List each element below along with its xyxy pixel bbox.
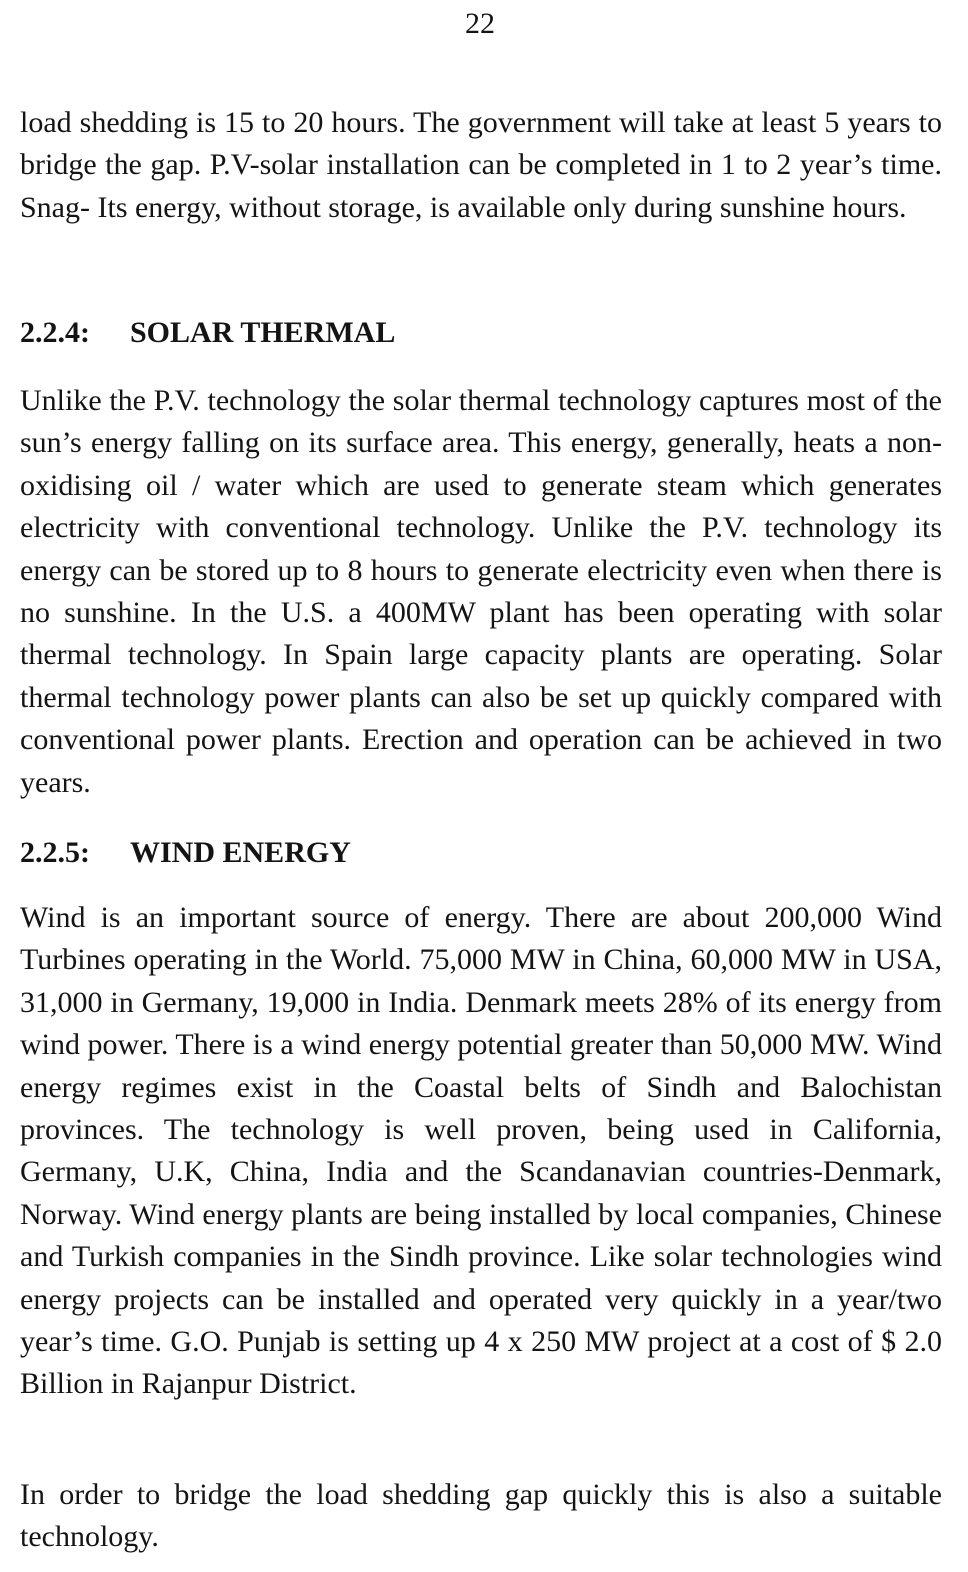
- solar-thermal-paragraph: Unlike the P.V. technology the solar thermal technology captures most of the sun’s energy falling on its surface area. This energy, generally, heats a non-oxidising oil / water which are used to generate steam which generates electricity with conventional technology. Unlike the P.V. technology its energy can be stored up to 8 hours to generate electricity even when there is no sunshine. In the U.S. a 400MW plant has been operating with solar thermal technology. In Spain large capacity plants are operating. Solar thermal technology power plants can also be set up quickly compared with conventional power plants. Erection and operation can be achieved in two years.: [20, 384, 942, 799]
- wind-energy-paragraph: Wind is an important source of energy. There are about 200,000 Wind Turbines operating in the World. 75,000 MW in China, 60,000 MW in USA, 31,000 in Germany, 19,000 in India. Denmark meets 28% of its energy from wind power. There is a wind energy potential greater than 50,000 MW. Wind energy regimes exist in the Coastal belts of Sindh and Balochistan provinces. The technology is well proven, being used in California, Germany, U.K, China, India and the Scandanavian countries-Denmark, Norway. Wind energy plants are being installed by local companies, Chinese and Turkish companies in the Sindh province. Like solar technologies wind energy projects can be installed and operated very quickly in a year/two year’s time. G.O. Punjab is setting up 4 x 250 MW project at a cost of $ 2.0 Billion in Rajanpur District.: [20, 901, 942, 1401]
- section-heading-wind-energy: [20, 833, 351, 873]
- section-heading-solar-thermal: [20, 313, 395, 353]
- section-title: SOLAR THERMAL: [130, 316, 396, 349]
- section-title: WIND ENERGY: [130, 836, 351, 869]
- wind-energy-conclusion-paragraph: In order to bridge the load shedding gap quickly this is also a suitable technology.: [20, 1478, 942, 1554]
- section-number: 2.2.5:: [20, 836, 90, 869]
- intro-paragraph: load shedding is 15 to 20 hours. The government will take at least 5 years to bridge the gap. P.V-solar installation can be completed in 1 to 2 year’s time. Snag- Its energy, without storage, is available only during sunshine hours.: [20, 106, 942, 224]
- page-number: 22: [465, 7, 495, 40]
- section-number: 2.2.4:: [20, 316, 90, 349]
